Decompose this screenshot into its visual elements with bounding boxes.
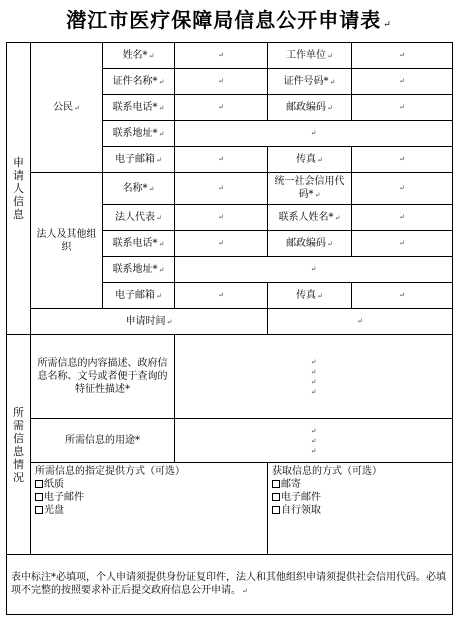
org-credit-code-field[interactable]: ↵: [352, 173, 453, 205]
checkbox-icon[interactable]: [272, 480, 280, 488]
checkbox-icon[interactable]: [35, 493, 43, 501]
org-fax-field[interactable]: ↵: [352, 283, 453, 309]
info-description-label: 所需信息的内容描述、政府信息名称、文号或者便于查询的特征性描述*: [31, 335, 175, 419]
obtain-option-pickup[interactable]: 自行领取: [272, 504, 448, 517]
org-name-field[interactable]: ↵: [175, 173, 268, 205]
apply-time-field[interactable]: ↵: [268, 309, 453, 335]
obtain-method-group: [268, 463, 453, 555]
citizen-postcode-field[interactable]: ↵: [352, 95, 453, 121]
citizen-address-field[interactable]: ↵: [175, 121, 453, 147]
org-phone-label: 联系电话*↵: [103, 231, 175, 257]
info-purpose-field[interactable]: ↵ ↵ ↵: [175, 419, 453, 463]
checkbox-icon[interactable]: [35, 506, 43, 514]
provide-option-disc[interactable]: 光盘: [35, 504, 263, 517]
org-name-label: 名称*↵: [103, 173, 175, 205]
org-label: 法人及其他组织: [31, 173, 103, 309]
apply-time-label: 申请时间↵: [31, 309, 268, 335]
citizen-fax-field[interactable]: ↵: [352, 147, 453, 173]
citizen-email-field[interactable]: ↵: [175, 147, 268, 173]
citizen-phone-field[interactable]: ↵: [175, 95, 268, 121]
citizen-id-number-label: 证件号码*↵: [268, 69, 352, 95]
paragraph-mark: ↵: [383, 20, 392, 30]
provide-option-email[interactable]: 电子邮件: [35, 491, 263, 504]
org-phone-field[interactable]: ↵: [175, 231, 268, 257]
org-contact-name-label: 联系人姓名*↵: [268, 205, 352, 231]
citizen-id-name-field[interactable]: ↵: [175, 69, 268, 95]
form-title-text: 潜江市医疗保障局信息公开申请表: [66, 8, 382, 32]
org-postcode-field[interactable]: ↵: [352, 231, 453, 257]
citizen-address-label: 联系地址*↵: [103, 121, 175, 147]
org-email-field[interactable]: ↵: [175, 283, 268, 309]
provide-method-group: [31, 463, 268, 555]
obtain-method-label: 获取信息的方式（可选）: [272, 466, 382, 477]
org-address-label: 联系地址*↵: [103, 257, 175, 283]
application-form-table: [6, 42, 453, 615]
obtain-option-mail[interactable]: 邮寄: [272, 478, 448, 491]
checkbox-icon[interactable]: [272, 506, 280, 514]
org-legal-rep-label: 法人代表↵: [103, 205, 175, 231]
org-email-label: 电子邮箱↵: [103, 283, 175, 309]
provide-method-label: 所需信息的指定提供方式（可选）: [35, 466, 185, 477]
footnote: 表中标注*必填项，个人申请须提供身份证复印件，法人和其他组织申请须提供社会信用代码。必填项不完整的按照要求补正后提交政府信息公开申请。↵: [7, 555, 453, 615]
info-needed-section-label: 所需信息情况: [7, 335, 31, 555]
citizen-name-field[interactable]: ↵: [175, 43, 268, 69]
org-fax-label: 传真↵: [268, 283, 352, 309]
citizen-work-unit-label: 工作单位↵: [268, 43, 352, 69]
org-credit-code-label: 统一社会信用代码*↵: [268, 173, 352, 205]
citizen-fax-label: 传真↵: [268, 147, 352, 173]
citizen-postcode-label: 邮政编码↵: [268, 95, 352, 121]
citizen-phone-label: 联系电话*↵: [103, 95, 175, 121]
applicant-info-section-label: 申请人信息: [7, 43, 31, 335]
org-legal-rep-field[interactable]: ↵: [175, 205, 268, 231]
citizen-email-label: 电子邮箱↵: [103, 147, 175, 173]
citizen-work-unit-field[interactable]: ↵: [352, 43, 453, 69]
form-title: [0, 4, 458, 33]
citizen-name-label: 姓名*↵: [103, 43, 175, 69]
citizen-id-name-label: 证件名称*↵: [103, 69, 175, 95]
info-description-field[interactable]: ↵ ↵ ↵ ↵: [175, 335, 453, 419]
org-postcode-label: 邮政编码↵: [268, 231, 352, 257]
org-contact-name-field[interactable]: ↵: [352, 205, 453, 231]
checkbox-icon[interactable]: [35, 480, 43, 488]
info-purpose-label: 所需信息的用途*: [31, 419, 175, 463]
citizen-id-number-field[interactable]: ↵: [352, 69, 453, 95]
org-address-field[interactable]: ↵: [175, 257, 453, 283]
checkbox-icon[interactable]: [272, 493, 280, 501]
obtain-option-email[interactable]: 电子邮件: [272, 491, 448, 504]
citizen-label: 公民↵: [31, 43, 103, 173]
provide-option-paper[interactable]: 纸质: [35, 478, 263, 491]
